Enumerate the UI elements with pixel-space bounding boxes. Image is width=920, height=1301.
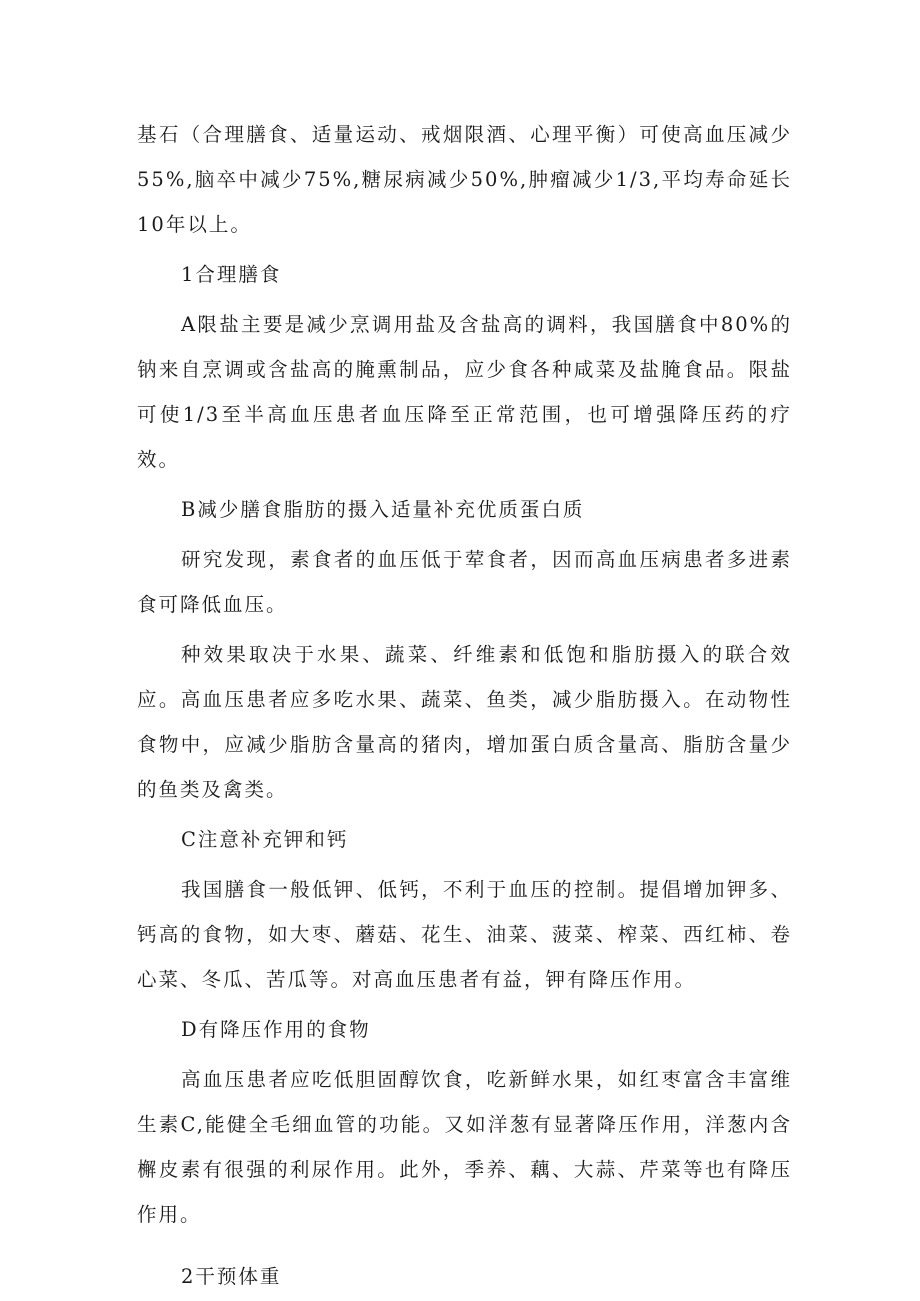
subheading-antihypertensive-foods: D有降压作用的食物: [181, 1018, 371, 1041]
subheading-potassium-calcium: C注意补充钾和钙: [181, 828, 349, 851]
paragraph-potassium-calcium: 我国膳食一般低钾、低钙，不利于血压的控制。提倡增加钾多、钙高的食物，如大枣、蘑菇、花生、油菜、菠菜、榨菜、西红柿、卷心菜、冬瓜、苦瓜等。对高血压患者有益，钾有降压作用。: [137, 878, 792, 991]
document-page: [137, 112, 792, 1299]
subheading-reduce-fat: B减少膳食脂肪的摄入适量补充优质蛋白质: [181, 498, 585, 521]
paragraph-salt-restriction: A限盐主要是减少烹调用盐及含盐高的调料，我国膳食中80%的钠来自烹调或含盐高的腌熏制品，应少食各种咸菜及盐腌食品。限盐可使1/3至半高血压患者血压降至正常范围，也可增强降压药的疗效。: [137, 313, 792, 471]
section-heading-weight-intervention: 2干预体重: [181, 1265, 282, 1288]
paragraph-vegetarian-research: 研究发现，素食者的血压低于荤食者，因而高血压病患者多进素食可降低血压。: [137, 548, 792, 616]
paragraph-combined-effect: 种效果取决于水果、蔬菜、纤维素和低饱和脂肪摄入的联合效应。高血压患者应多吃水果、蔬菜、鱼类，减少脂肪摄入。在动物性食物中，应减少脂肪含量高的猪肉，增加蛋白质含量高、脂肪含量少的鱼类及禽类。: [137, 643, 792, 801]
section-heading-balanced-diet: 1合理膳食: [181, 263, 282, 286]
paragraph-intro-continued: 基石（合理膳食、适量运动、戒烟限酒、心理平衡）可使高血压减少55%,脑卒中减少75%,糖尿病减少50%,肿瘤减少1/3,平均寿命延长10年以上。: [137, 123, 792, 236]
paragraph-antihypertensive-foods: 高血压患者应吃低胆固醇饮食，吃新鲜水果，如红枣富含丰富维生素C,能健全毛细血管的功能。又如洋葱有显著降压作用，洋葱内含檞皮素有很强的利尿作用。此外，季养、藕、大蒜、芹菜等也有降压作用。: [137, 1068, 792, 1226]
